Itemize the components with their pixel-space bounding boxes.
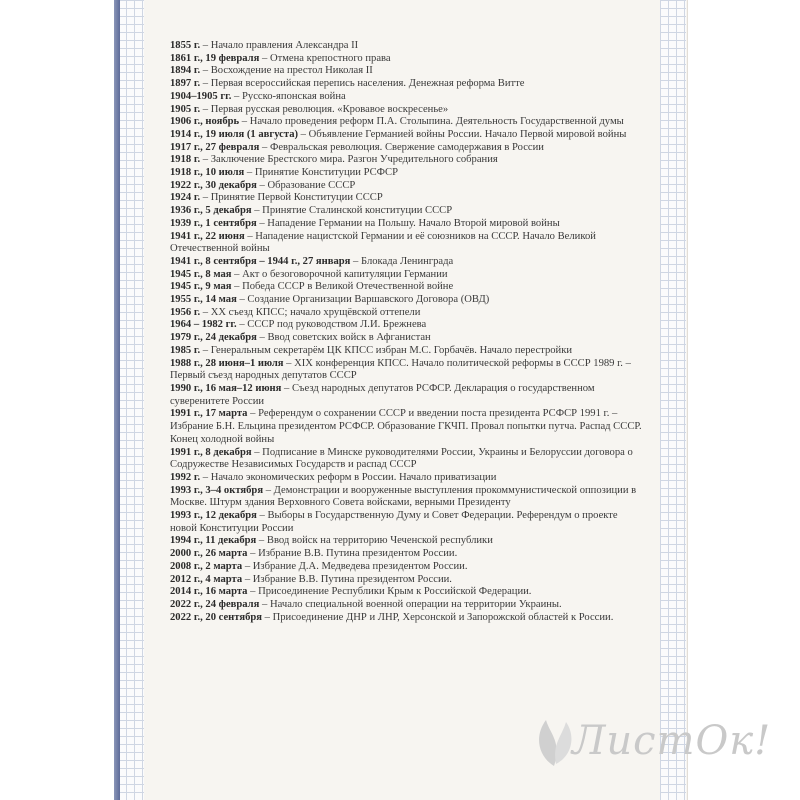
entry-separator: – [242,573,253,585]
entry-text: Акт о безоговорочной капитуляции Германии [242,268,448,280]
entry-date: 1991 г., 17 марта [170,408,248,420]
entry-text: Отмена крепостного права [269,52,391,64]
entry-text: Подписание в Минске руководителями России, Украины и Белоруссии договора о Содружестве Независимых Государств и распад СССР [170,446,633,471]
entry-date: 1964 – 1982 гг. [170,319,237,331]
entry-text: Съезд народных депутатов РСФСР. Декларация о государственном суверенитете России [170,382,595,407]
timeline-entry [170,78,646,91]
notebook-binding [114,0,120,800]
entry-text: Заключение Брестского мира. Разгон Учредительного собрания [210,154,498,166]
entry-text: Референдум о сохранении СССР и введении поста президента РСФСР 1991 г. – Избрание Б.Н. Ельцина президентом РСФСР. Образование ГКЧП. Провал попытки путча. Распад СССР. Конец холодной войны [170,408,642,445]
entry-separator: – [263,484,274,496]
entry-text: Объявление Германией войны России. Начало Первой мировой войны [308,128,627,140]
history-timeline [170,40,646,624]
entry-text: Избрание Д.А. Медведева президентом России. [252,560,468,572]
entry-separator: – [256,510,268,522]
entry-separator: – [242,560,253,572]
watermark-logo [532,712,782,772]
entry-separator: – [350,255,361,267]
entry-date: 1979 г., 24 декабря [170,332,257,344]
timeline-entry [170,53,646,66]
entry-text: Нападение Германии на Польшу. Начало Второй мировой войны [267,217,560,229]
timeline-entry [170,65,646,78]
timeline-entry [170,192,646,205]
timeline-entry [170,612,646,625]
entry-date: 1941 г., 22 июня [170,230,245,242]
entry-text: СССР под руководством Л.И. Брежнева [247,319,427,331]
entry-date: 1936 г., 5 декабря [170,205,252,217]
entry-date: 1914 г., 19 июля (1 августа) [170,128,299,140]
entry-separator: – [256,217,268,229]
entry-text: Избрание В.В. Путина президентом России. [252,573,452,585]
timeline-entry [170,281,646,294]
timeline-entry [170,574,646,587]
entry-text: Начало специальной военной операции на территории Украины. [269,598,562,610]
entry-text: Принятие Сталинской конституции СССР [262,205,453,217]
timeline-entry [170,104,646,117]
timeline-entry [170,180,646,193]
entry-separator: – [244,230,256,242]
entry-date: 1985 г. [170,344,201,356]
entry-separator: – [200,40,211,51]
entry-text: Начало правления Александра II [210,40,359,51]
timeline-entry [170,485,646,510]
entry-separator: – [259,598,270,610]
entry-text: Образование СССР [267,179,356,191]
timeline-entry [170,91,646,104]
entry-text: Создание Организации Варшавского Договора (ОВД) [247,294,490,306]
entry-text: Ввод войск на территорию Чеченской республики [266,535,493,547]
entry-separator: – [259,141,270,153]
graph-paper-strip-right [660,0,686,800]
entry-date: 1922 г., 30 декабря [170,179,257,191]
entry-date: 1956 г. [170,306,201,318]
entry-date: 1945 г., 8 мая [170,268,232,280]
entry-date: 2014 г., 16 марта [170,586,248,598]
entry-text: Победа СССР в Великой Отечественной войне [242,281,454,293]
entry-text: Первая всероссийская перепись населения. Денежная реформа Витте [210,78,525,90]
timeline-entry [170,447,646,472]
entry-text: Присоединение Республики Крым к Российской Федерации. [258,586,532,598]
entry-separator: – [200,154,211,166]
entry-date: 1941 г., 8 сентября – 1944 г., 27 января [170,255,351,267]
entry-separator: – [236,294,248,306]
entry-separator: – [200,65,211,77]
entry-separator: – [231,281,243,293]
entry-text: Избрание В.В. Путина президентом России. [258,548,458,560]
entry-text: Генеральным секретарём ЦК КПСС избран М.С. Горбачёв. Начало перестройки [210,344,573,356]
entry-date: 1990 г., 16 мая–12 июня [170,382,282,394]
timeline-entry [170,307,646,320]
entry-separator: – [256,332,268,344]
timeline-entry [170,345,646,358]
entry-date: 1905 г. [170,103,201,115]
entry-date: 2012 г., 4 марта [170,573,243,585]
entry-date: 1992 г. [170,471,201,483]
entry-date: 1988 г., 28 июня–1 июля [170,357,284,369]
timeline-entry [170,408,646,446]
entry-text: Первая русская революция. «Кровавое воскресенье» [210,103,449,115]
entry-separator: – [231,268,243,280]
entry-separator: – [200,471,211,483]
entry-date: 1924 г. [170,192,201,204]
timeline-entry [170,561,646,574]
entry-separator: – [247,586,259,598]
timeline-entry [170,319,646,332]
entry-separator: – [251,446,263,458]
entry-separator: – [247,548,259,560]
entry-date: 1904–1905 гг. [170,90,232,102]
entry-text: Нападение нацистской Германии и её союзников на СССР. Начало Великой Отечественной войны [170,230,596,255]
entry-date: 1906 г., ноябрь [170,116,240,128]
entry-text: Начало экономических реформ в России. Начало приватизации [210,471,497,483]
entry-date: 1939 г., 1 сентября [170,217,257,229]
timeline-entry [170,586,646,599]
timeline-entry [170,256,646,269]
entry-separator: – [244,167,255,179]
entry-date: 1917 г., 27 февраля [170,141,260,153]
entry-separator: – [281,382,292,394]
entry-date: 1945 г., 9 мая [170,281,232,293]
entry-text: Февральская революция. Свержение самодержавия в России [269,141,544,153]
timeline-entry [170,548,646,561]
entry-text: XX съезд КПСС; начало хрущёвской оттепели [210,306,421,318]
entry-separator: – [259,52,270,64]
entry-separator: – [256,179,268,191]
timeline-entry [170,472,646,485]
timeline-entry [170,231,646,256]
entry-text: Принятие Конституции РСФСР [254,167,399,179]
entry-text: Восхождение на престол Николая II [210,65,373,77]
entry-text: Блокада Ленинграда [361,255,454,267]
entry-date: 2022 г., 20 сентября [170,611,262,623]
graph-paper-strip-left [118,0,144,800]
entry-text: Принятие Первой Конституции СССР [210,192,383,204]
entry-date: 1897 г. [170,78,201,90]
timeline-entry [170,218,646,231]
timeline-entry [170,332,646,345]
entry-separator: – [200,192,211,204]
entry-date: 1994 г., 11 декабря [170,535,257,547]
timeline-entry [170,269,646,282]
timeline-entry [170,535,646,548]
timeline-entry [170,599,646,612]
timeline-entry [170,129,646,142]
entry-separator: – [262,611,273,623]
timeline-entry [170,40,646,53]
entry-separator: – [200,306,211,318]
entry-text: XIX конференция КПСС. Начало политической реформы в СССР 1989 г. – Первый съезд народных депутатов СССР [170,357,631,382]
timeline-entry [170,510,646,535]
entry-date: 1991 г., 8 декабря [170,446,252,458]
entry-date: 2022 г., 24 февраля [170,598,260,610]
entry-date: 1894 г. [170,65,201,77]
entry-date: 1993 г., 12 декабря [170,510,257,522]
leaf-icon [532,712,576,768]
timeline-entry [170,154,646,167]
entry-separator: – [200,103,211,115]
entry-text: Ввод советских войск в Афганистан [267,332,431,344]
entry-date: 2000 г., 26 марта [170,548,248,560]
entry-date: 1918 г., 10 июля [170,167,245,179]
timeline-entry [170,116,646,129]
entry-separator: – [256,535,267,547]
entry-separator: – [247,408,259,420]
timeline-entry [170,167,646,180]
entry-separator: – [231,90,242,102]
entry-text: Присоединение ДНР и ЛНР, Херсонской и Запорожской областей к России. [272,611,614,623]
timeline-entry [170,205,646,218]
entry-separator: – [200,344,211,356]
entry-date: 1993 г., 3–4 октября [170,484,264,496]
entry-date: 1918 г. [170,154,201,166]
entry-separator: – [200,78,211,90]
entry-text: Начало проведения реформ П.А. Столыпина. Деятельность Государственной думы [249,116,624,128]
entry-text: Выборы в Государственную Думу и Совет Федерации. Референдум о проекте новой Конституции России [170,510,618,534]
timeline-entry [170,294,646,307]
entry-separator: – [251,205,263,217]
entry-separator: – [236,319,248,331]
entry-text: Русско-японская война [242,90,346,102]
entry-date: 1861 г., 19 февраля [170,52,260,64]
entry-date: 1855 г. [170,40,201,51]
watermark-text: ЛистОк! [572,718,772,764]
timeline-entry [170,358,646,383]
entry-date: 2008 г., 2 марта [170,560,243,572]
timeline-entry [170,142,646,155]
entry-text: Демонстрации и вооруженные выступления прокоммунистической оппозиции в Москве. Штурм здания Верховного Совета войсками, верными Президенту [170,484,637,509]
entry-separator: – [298,128,309,140]
entry-separator: – [283,357,295,369]
timeline-entry [170,383,646,408]
entry-date: 1955 г., 14 мая [170,294,237,306]
entry-separator: – [239,116,250,128]
